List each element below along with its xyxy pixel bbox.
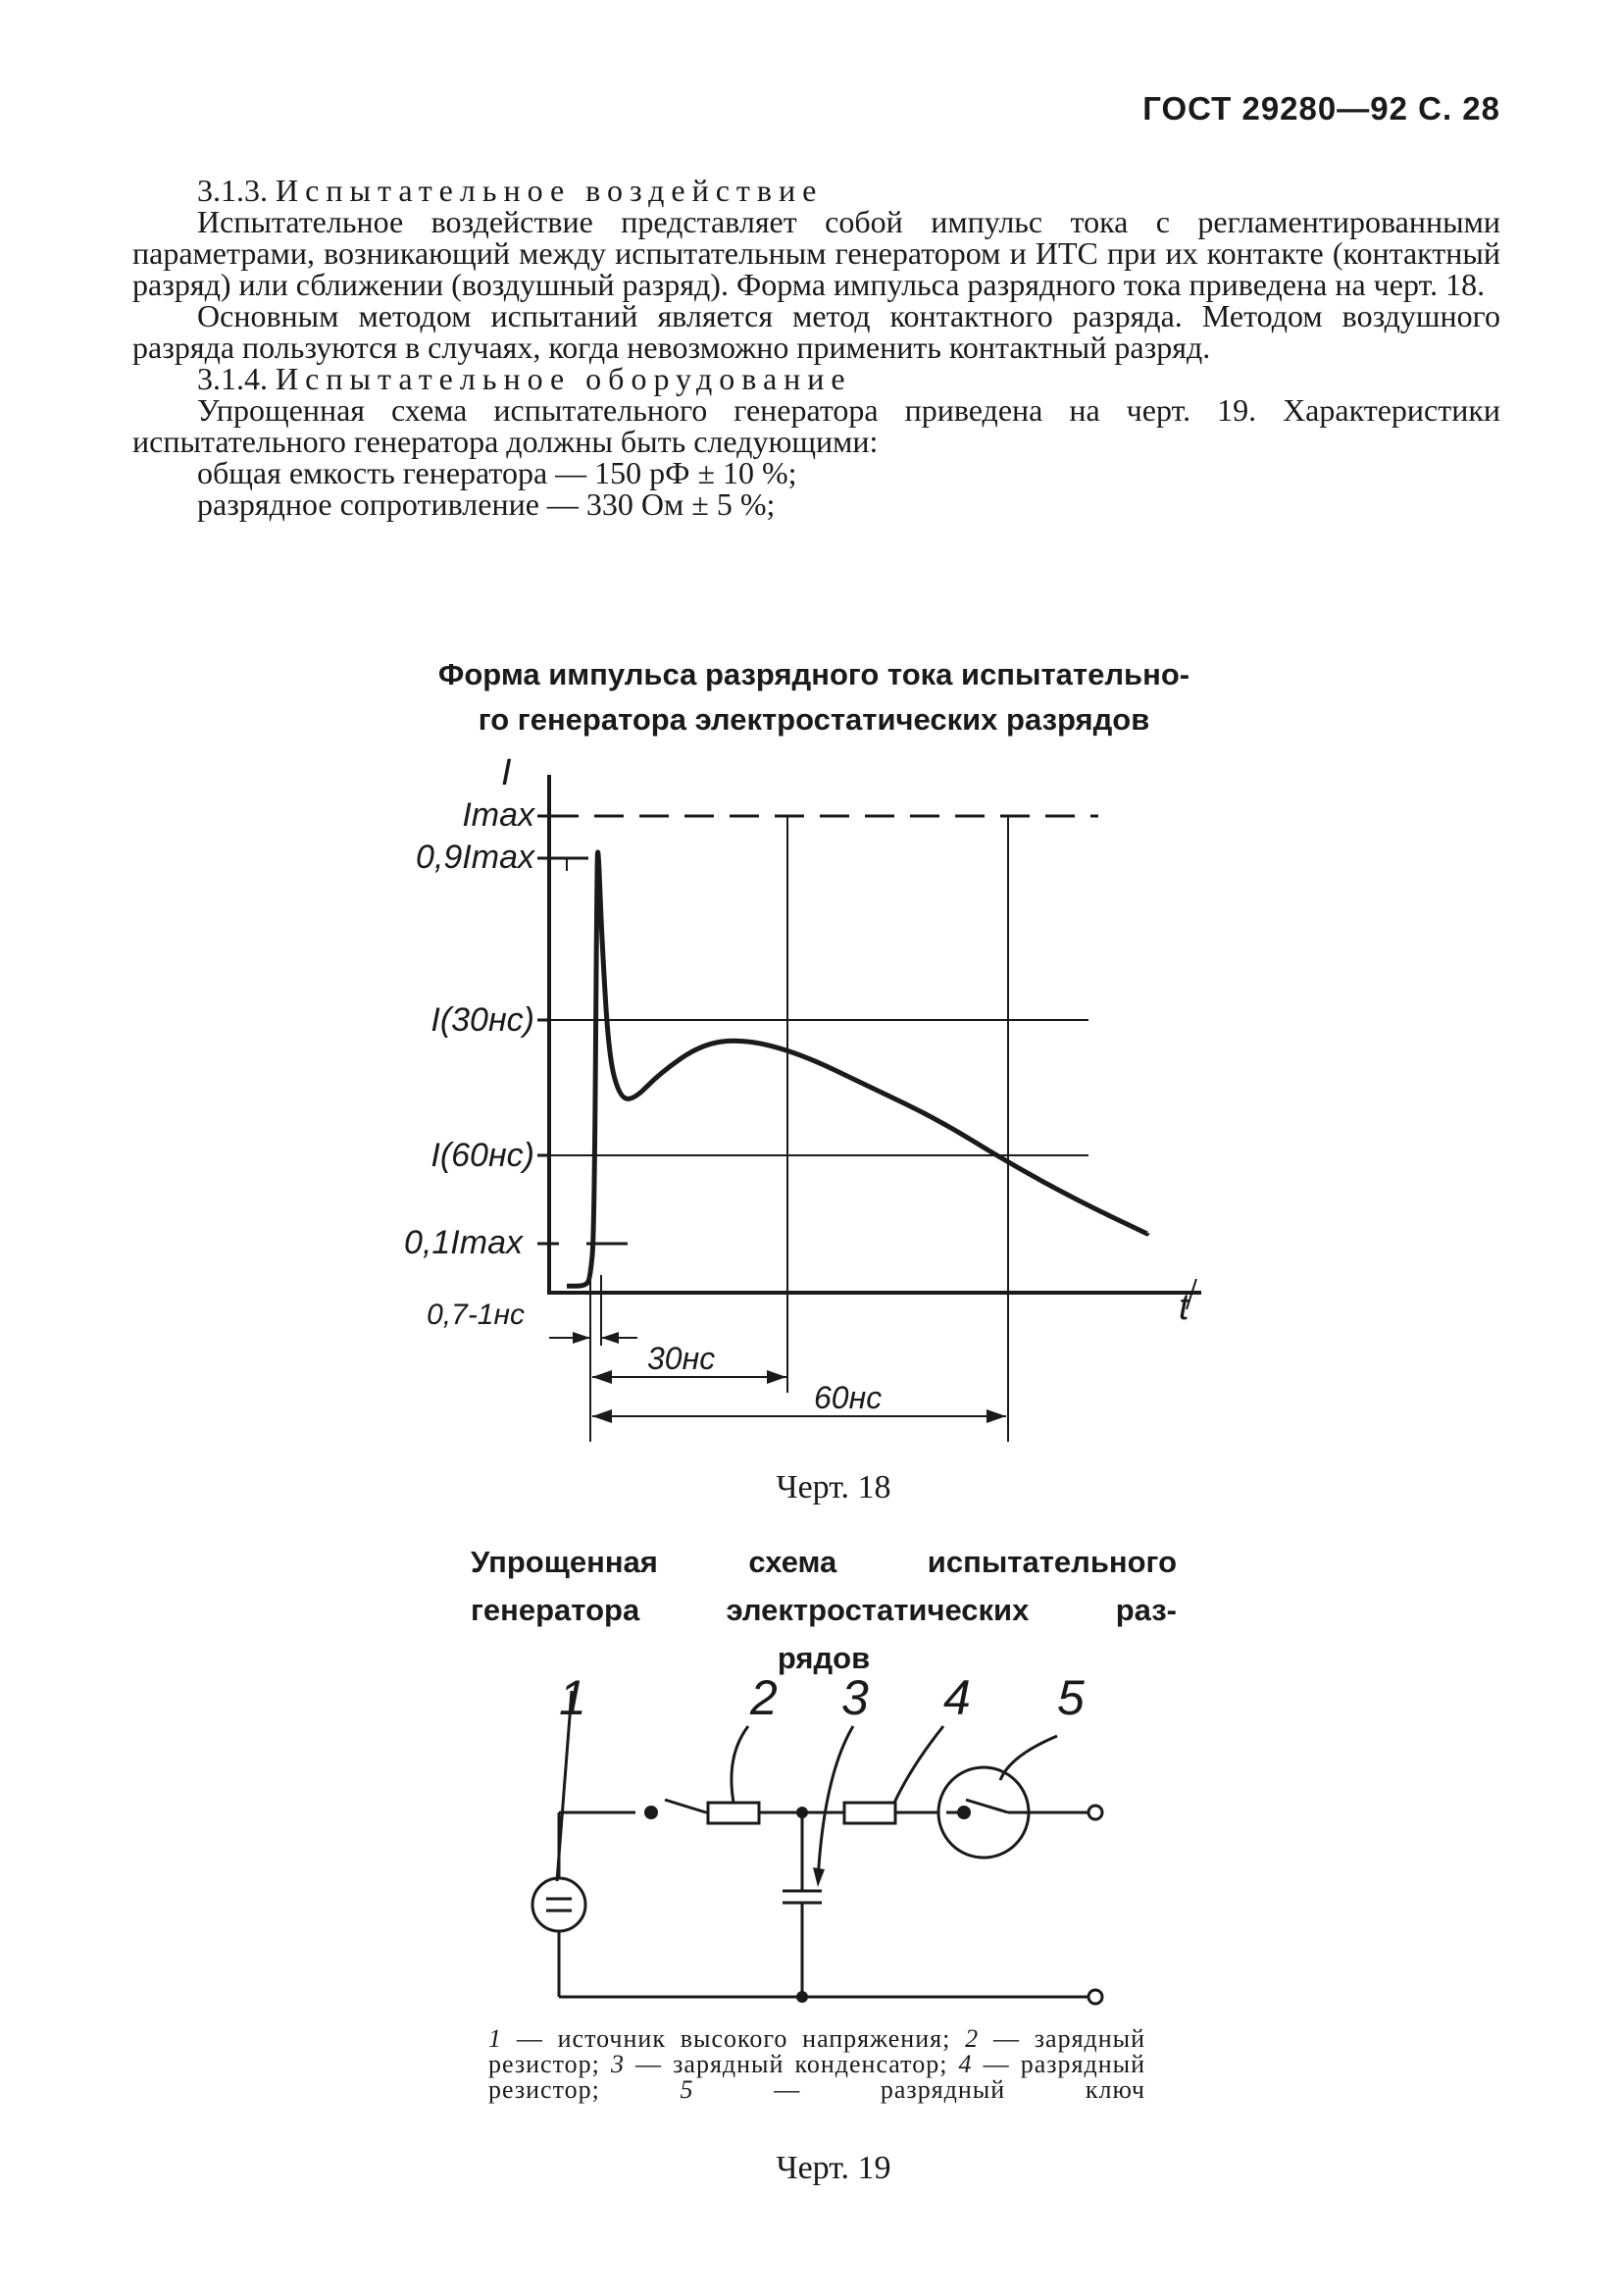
paragraph: Испытательное воздействие представляет собой импульс тока с регламентированными параметрами, возникающий между испытательным генератором и ИТС при их контакте (контактный разряд) или сближении (воздушный разряд). Форма импульса разрядного тока приведена на черт. 18. <box>132 204 1500 302</box>
section-title: Испытательное оборудование <box>276 361 852 396</box>
charging-resistor <box>708 1803 759 1823</box>
label-3: 3 <box>841 1670 869 1725</box>
legend-text: — зарядный резистор; <box>488 2024 1146 2078</box>
paragraph: Упрощенная схема испытательного генератора приведена на черт. 19. Характеристики испытательного генератора должны быть следующими: <box>132 392 1500 459</box>
section-title: Испытательное воздействие <box>276 173 824 208</box>
figure-title-line: генератора электростатических раз- <box>471 1593 1177 1627</box>
figure-title-line: го генератора электростатических разрядов <box>478 702 1150 737</box>
charging-capacitor <box>783 1891 822 1903</box>
figure-19-legend <box>488 2026 1145 2103</box>
legend-number: 5 <box>680 2075 694 2104</box>
x-tick-label: 30нс <box>647 1341 716 1376</box>
section-number: 3.1.4. <box>197 361 268 396</box>
discharge-resistor <box>844 1803 895 1823</box>
figure-18-caption: Черт. 18 <box>776 1469 891 1505</box>
x-axis-label: t <box>1179 1287 1189 1328</box>
y-axis-label: I <box>501 752 512 793</box>
legend-text: — зарядный конденсатор; <box>635 2050 948 2078</box>
y-tick-label: 0,9Imax <box>416 839 534 876</box>
list-item: разрядное сопротивление — 330 Ом ± 5 %; <box>197 486 776 522</box>
figure-19-caption: Черт. 19 <box>776 2150 891 2186</box>
paragraph: Основным методом испытаний является метод контактного разряда. Методом воздушного разряда пользуются в случаях, когда невозможно применить контактный разряд. <box>132 298 1500 365</box>
y-tick-label: I(30нс) <box>430 1001 534 1039</box>
label-5: 5 <box>1057 1670 1085 1725</box>
x-tick-label: 60нс <box>814 1380 883 1415</box>
legend-text: — разрядный резистор; <box>488 2050 1146 2104</box>
label-1: 1 <box>559 1670 586 1725</box>
legend-number: 1 <box>488 2024 502 2053</box>
figure-title-line: рядов <box>777 1641 871 1675</box>
ground-terminal <box>1088 1990 1102 2004</box>
legend-number: 4 <box>958 2050 973 2078</box>
legend-line <box>488 2026 1145 2103</box>
figure-title-line: Упрощенная схема испытательного <box>471 1545 1177 1579</box>
legend-text: — разрядный ключ <box>774 2075 1145 2104</box>
label-2: 2 <box>750 1670 778 1725</box>
section-number: 3.1.3. <box>197 173 268 208</box>
figure-title-line: Форма импульса разрядного тока испытательно- <box>437 657 1190 691</box>
legend-number: 2 <box>965 2024 980 2053</box>
legend-number: 3 <box>610 2050 625 2078</box>
y-tick-label: I(60нс) <box>430 1137 534 1174</box>
list-item: общая емкость генератора — 150 рФ ± 10 %; <box>197 455 797 490</box>
page-header: ГОСТ 29280—92 С. 28 <box>1142 90 1500 127</box>
output-terminal <box>1088 1806 1102 1819</box>
y-tick-label: Imax <box>462 796 534 834</box>
x-tick-label: 0,7-1нс <box>427 1299 525 1331</box>
label-4: 4 <box>943 1670 971 1725</box>
y-tick-label: 0,1Imax <box>404 1224 523 1261</box>
high-voltage-source <box>532 1878 585 1931</box>
legend-text: — источник высокого напряжения; <box>516 2024 951 2053</box>
